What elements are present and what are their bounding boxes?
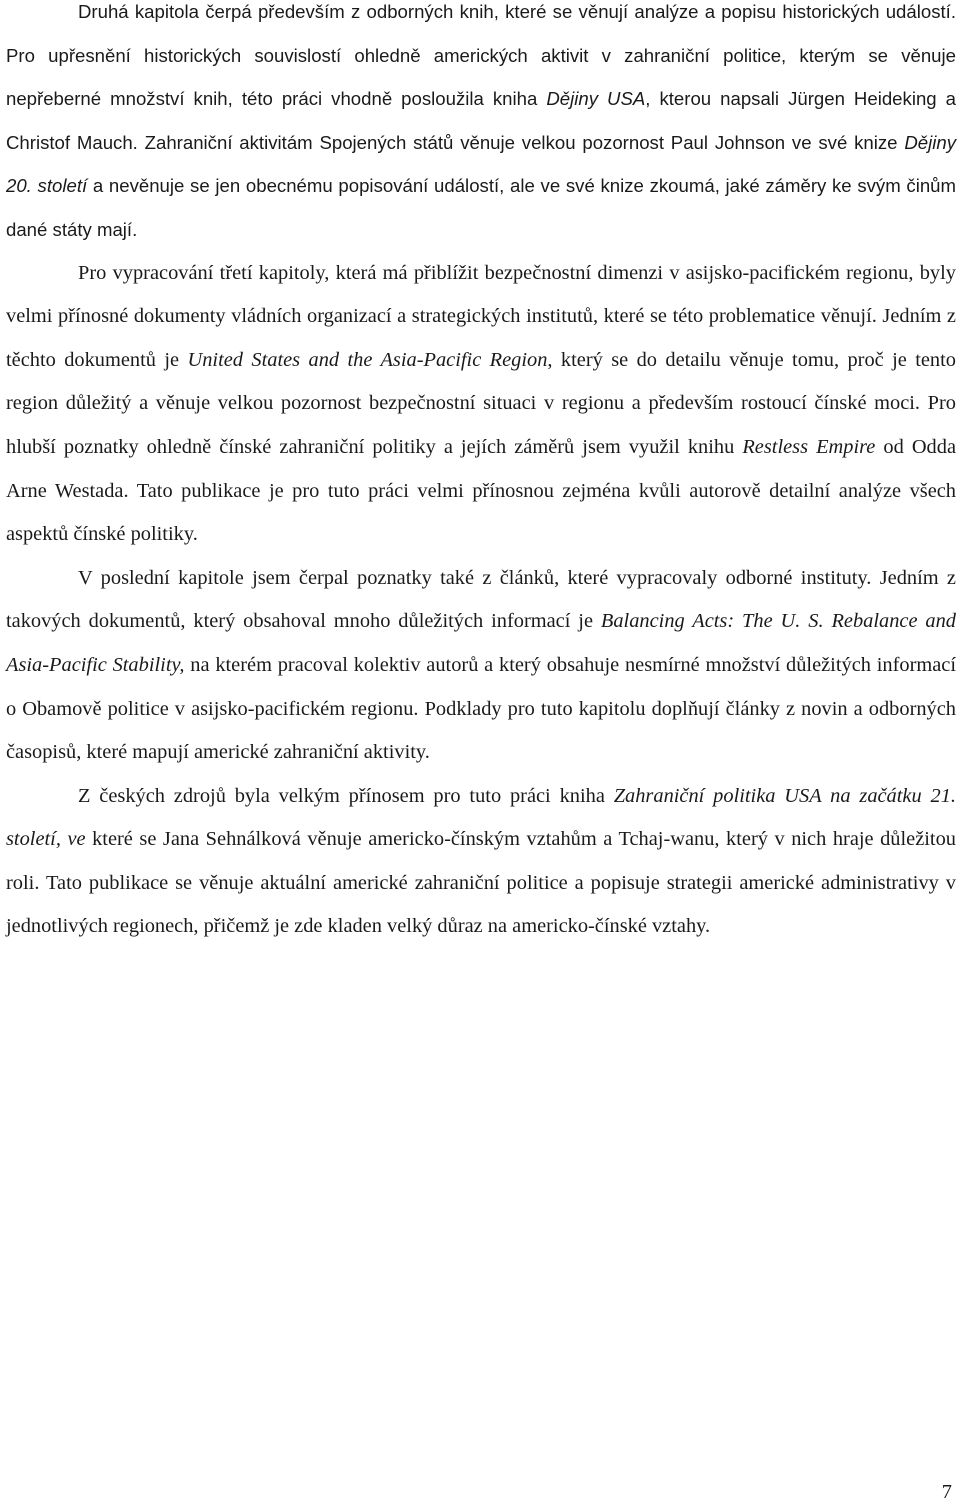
paragraph-4-text-2: které se Jana Sehnálková věnuje americko-čínským vztahům a Tchaj-wanu, který v nich hraje důležitou roli. Tato publikace se věnuje aktuální americké zahraniční politice a popisuje strategii americké administrativy v jednotlivých regionech, přičemž je zde kladen velký důraz na americko-čínské vztahy. — [6, 828, 956, 938]
paragraph-4-text-1: Z českých zdrojů byla velkým přínosem pro tuto práci kniha — [78, 784, 614, 807]
paragraph-2-text-1: Pro vypracování třetí kapitoly, která má přiblížit bezpečnostní dimenzi v asijsko-pacifickém regionu, byly velmi přínosné dokumenty vládních organizací a strategických institutů, které se této problematice věnují. Jedním z těchto dokumentů je — [6, 261, 956, 371]
book-title-zahranicni-politika-usa: Zahraniční politika USA na začátku 21. století, ve — [6, 784, 956, 851]
document-page — [6, 0, 956, 949]
book-title-dejiny-usa: Dějiny USA — [546, 88, 646, 110]
paragraph-3-text-1: V poslední kapitole jsem čerpal poznatky také z článků, které vypracovaly odborné instituty. Jedním z takových dokumentů, který obsahoval mnoho důležitých informací je — [6, 566, 956, 633]
paragraph-2-text-3: od Odda Arne Westada. Tato publikace je pro tuto práci velmi přínosnou zejména kvůli autorově detailní analýze všech aspektů čínské politiky. — [6, 435, 956, 546]
book-title-dejiny-20-stoleti: Dějiny 20. století — [6, 131, 956, 197]
paragraph-1-text-2: , kterou napsali Jürgen Heideking a Christof Mauch. Zahraniční aktivitám Spojených států věnuje velkou pozornost Paul Johnson ve své knize — [6, 88, 956, 153]
paragraph-3 — [6, 557, 956, 775]
paragraph-1-text-3: a nevěnuje se jen obecnému popisování událostí, ale ve své knize zkoumá, jaké záměry ke svým činům dané státy mají. — [6, 175, 957, 240]
paragraph-3-text-2: na kterém pracoval kolektiv autorů a který obsahuje nesmírné množství důležitých informací o Obamově politice v asijsko-pacifickém regionu. Podklady pro tuto kapitolu doplňují články z novin a odborných časopisů, které mapují americké zahraniční aktivity. — [6, 653, 957, 764]
document-title-balancing-acts: Balancing Acts: The U. S. Rebalance and Asia-Pacific Stability, — [6, 610, 956, 676]
paragraph-2-text-2: , který se do detailu věnuje tomu, proč je tento region důležitý a věnuje velkou pozornost bezpečnostní situaci v regionu a především rostoucí čínské moci. Pro hlubší poznatky ohledně čínské zahraniční politiky a jejích záměrů jsem využil knihu — [6, 348, 956, 458]
page-number: 7 — [941, 1481, 952, 1503]
book-title-restless-empire: Restless Empire — [742, 435, 876, 458]
paragraph-4 — [6, 775, 956, 949]
document-title-us-asia-pacific: United States and the Asia-Pacific Region — [187, 348, 548, 371]
paragraph-1 — [6, 0, 956, 252]
paragraph-2 — [6, 252, 956, 557]
paragraph-1-text-1: Druhá kapitola čerpá především z odborných knih, které se věnují analýze a popisu historických událostí. Pro upřesnění historických souvislostí ohledně amerických aktivit v zahraniční politice, kterým se věnuje nepřeberné množství knih, této práci vhodně posloužila kniha — [6, 1, 956, 110]
